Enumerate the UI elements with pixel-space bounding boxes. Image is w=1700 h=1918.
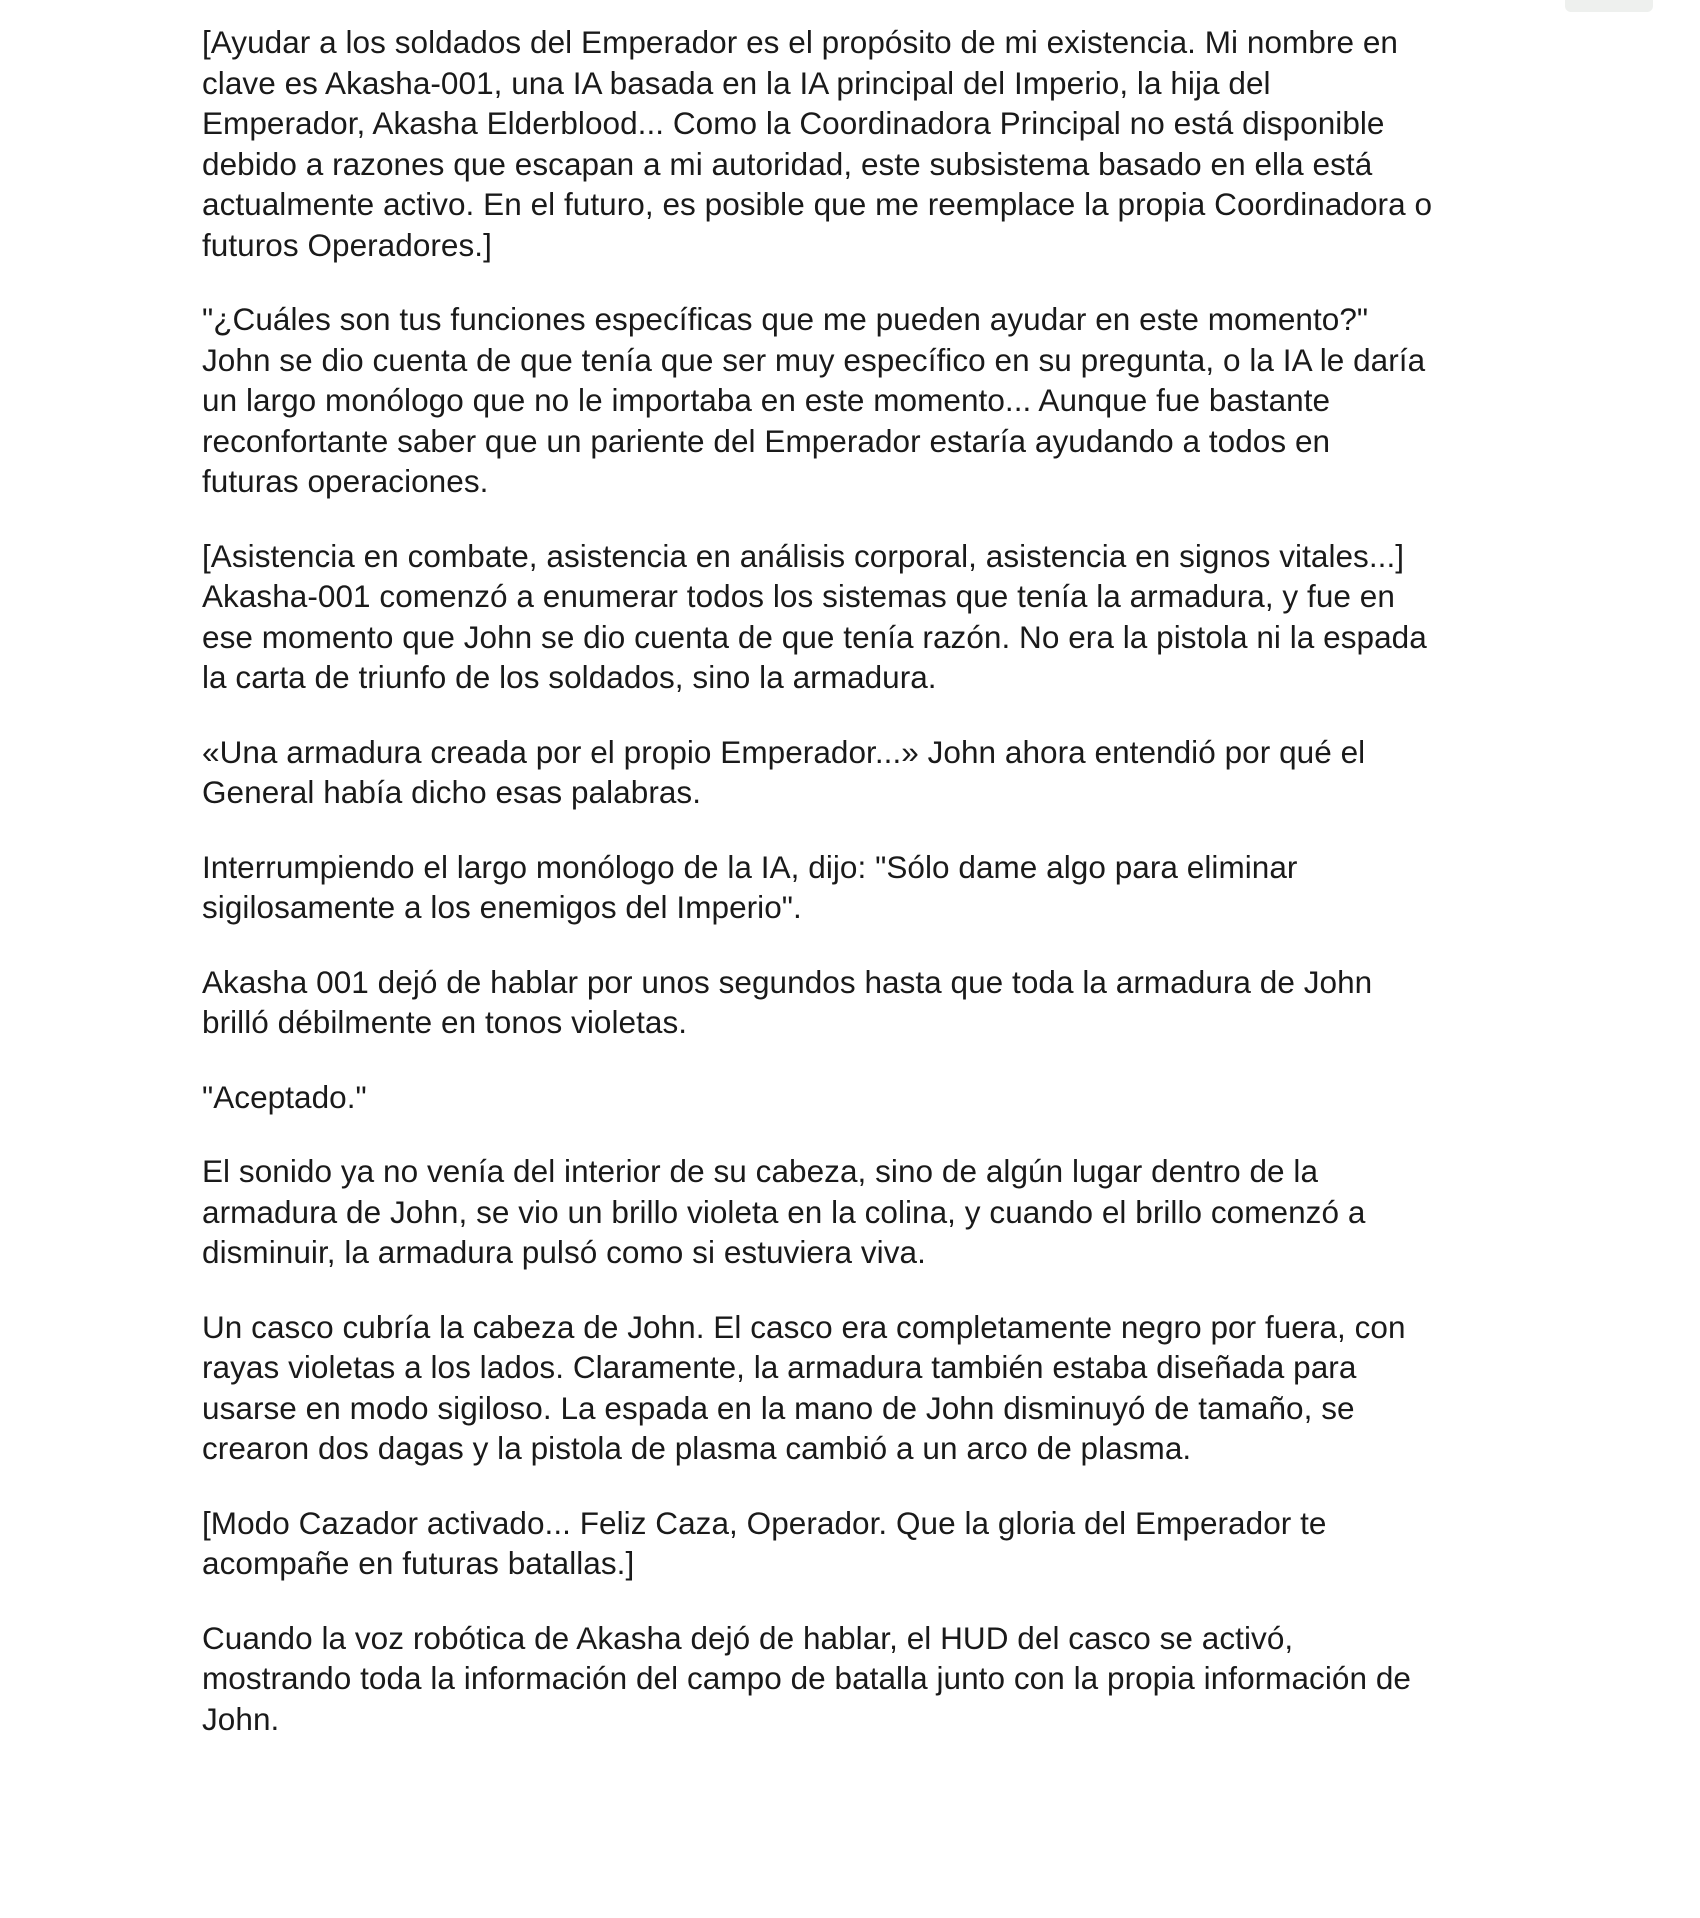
- text-line: John se dio cuenta de que tenía que ser muy específico en su pregunta, o la IA le daría: [202, 341, 1426, 378]
- text-line: rayas violetas a los lados. Claramente, la armadura también estaba diseñada para: [202, 1349, 1357, 1385]
- document-body: [202, 22, 1537, 1773]
- paragraph-5: [202, 847, 1537, 928]
- text-line: futuros Operadores.]: [202, 226, 492, 263]
- text-line: la carta de triunfo de los soldados, sino la armadura.: [202, 659, 937, 695]
- paragraph-10: [202, 1503, 1537, 1584]
- text-line: armadura de John, se vio un brillo violeta en la colina, y cuando el brillo comenzó a: [202, 1193, 1366, 1230]
- text-line: "Aceptado.": [202, 1078, 367, 1115]
- paragraph-11: [202, 1618, 1537, 1740]
- paragraph-4: [202, 732, 1537, 813]
- text-line: un largo monólogo que no le importaba en este momento... Aunque fue bastante: [202, 382, 1331, 418]
- text-line: debido a razones que escapan a mi autoridad, este subsistema basado en ella está: [202, 145, 1373, 182]
- text-line: Un casco cubría la cabeza de John. El casco era completamente negro por fuera, con: [202, 1308, 1406, 1345]
- text-line: Emperador, Akasha Elderblood... Como la Coordinadora Principal no está disponible: [202, 105, 1385, 141]
- text-line: John.: [202, 1700, 280, 1737]
- text-line: «Una armadura creada por el propio Emperador...» John ahora entendió por qué el: [202, 733, 1366, 770]
- text-line: brilló débilmente en tonos violetas.: [202, 1004, 688, 1040]
- text-line: El sonido ya no venía del interior de su cabeza, sino de algún lugar dentro de la: [202, 1153, 1319, 1189]
- text-line: mostrando toda la información del campo de batalla junto con la propia información de: [202, 1660, 1411, 1696]
- text-line: acompañe en futuras batallas.]: [202, 1545, 635, 1581]
- text-line: futuras operaciones.: [202, 463, 489, 499]
- text-line: Cuando la voz robótica de Akasha dejó de hablar, el HUD del casco se activó,: [202, 1619, 1294, 1656]
- text-line: Akasha-001 comenzó a enumerar todos los sistemas que tenía la armadura, y fue en: [202, 578, 1395, 614]
- paragraph-7: [202, 1077, 1537, 1118]
- text-line: Akasha 001 dejó de hablar por unos segundos hasta que toda la armadura de John: [202, 963, 1373, 1000]
- paragraph-6: [202, 962, 1537, 1043]
- text-line: crearon dos dagas y la pistola de plasma cambió a un arco de plasma.: [202, 1430, 1192, 1466]
- text-line: reconfortante saber que un pariente del Emperador estaría ayudando a todos en: [202, 422, 1331, 459]
- text-line: [Modo Cazador activado... Feliz Caza, Operador. Que la gloria del Emperador te: [202, 1504, 1327, 1541]
- paragraph-9: [202, 1307, 1537, 1469]
- paragraph-1: [202, 22, 1537, 265]
- text-line: [Asistencia en combate, asistencia en análisis corporal, asistencia en signos vitales...]: [202, 537, 1405, 574]
- text-line: sigilosamente a los enemigos del Imperio".: [202, 889, 802, 925]
- paragraph-3: [202, 536, 1537, 698]
- text-line: Interrumpiendo el largo monólogo de la IA, dijo: "Sólo dame algo para eliminar: [202, 848, 1298, 885]
- text-line: disminuir, la armadura pulsó como si estuviera viva.: [202, 1234, 926, 1270]
- text-line: actualmente activo. En el futuro, es posible que me reemplace la propia Coordinadora o: [202, 186, 1433, 222]
- text-line: [Ayudar a los soldados del Emperador es el propósito de mi existencia. Mi nombre en: [202, 24, 1398, 60]
- text-line: General había dicho esas palabras.: [202, 774, 702, 810]
- corner-tab: [1565, 0, 1653, 12]
- text-line: ese momento que John se dio cuenta de que tenía razón. No era la pistola ni la espada: [202, 618, 1427, 655]
- paragraph-8: [202, 1151, 1537, 1273]
- text-line: "¿Cuáles son tus funciones específicas que me pueden ayudar en este momento?": [202, 301, 1369, 337]
- paragraph-2: [202, 299, 1537, 502]
- text-line: clave es Akasha-001, una IA basada en la IA principal del Imperio, la hija del: [202, 64, 1271, 101]
- text-line: usarse en modo sigiloso. La espada en la mano de John disminuyó de tamaño, se: [202, 1389, 1355, 1426]
